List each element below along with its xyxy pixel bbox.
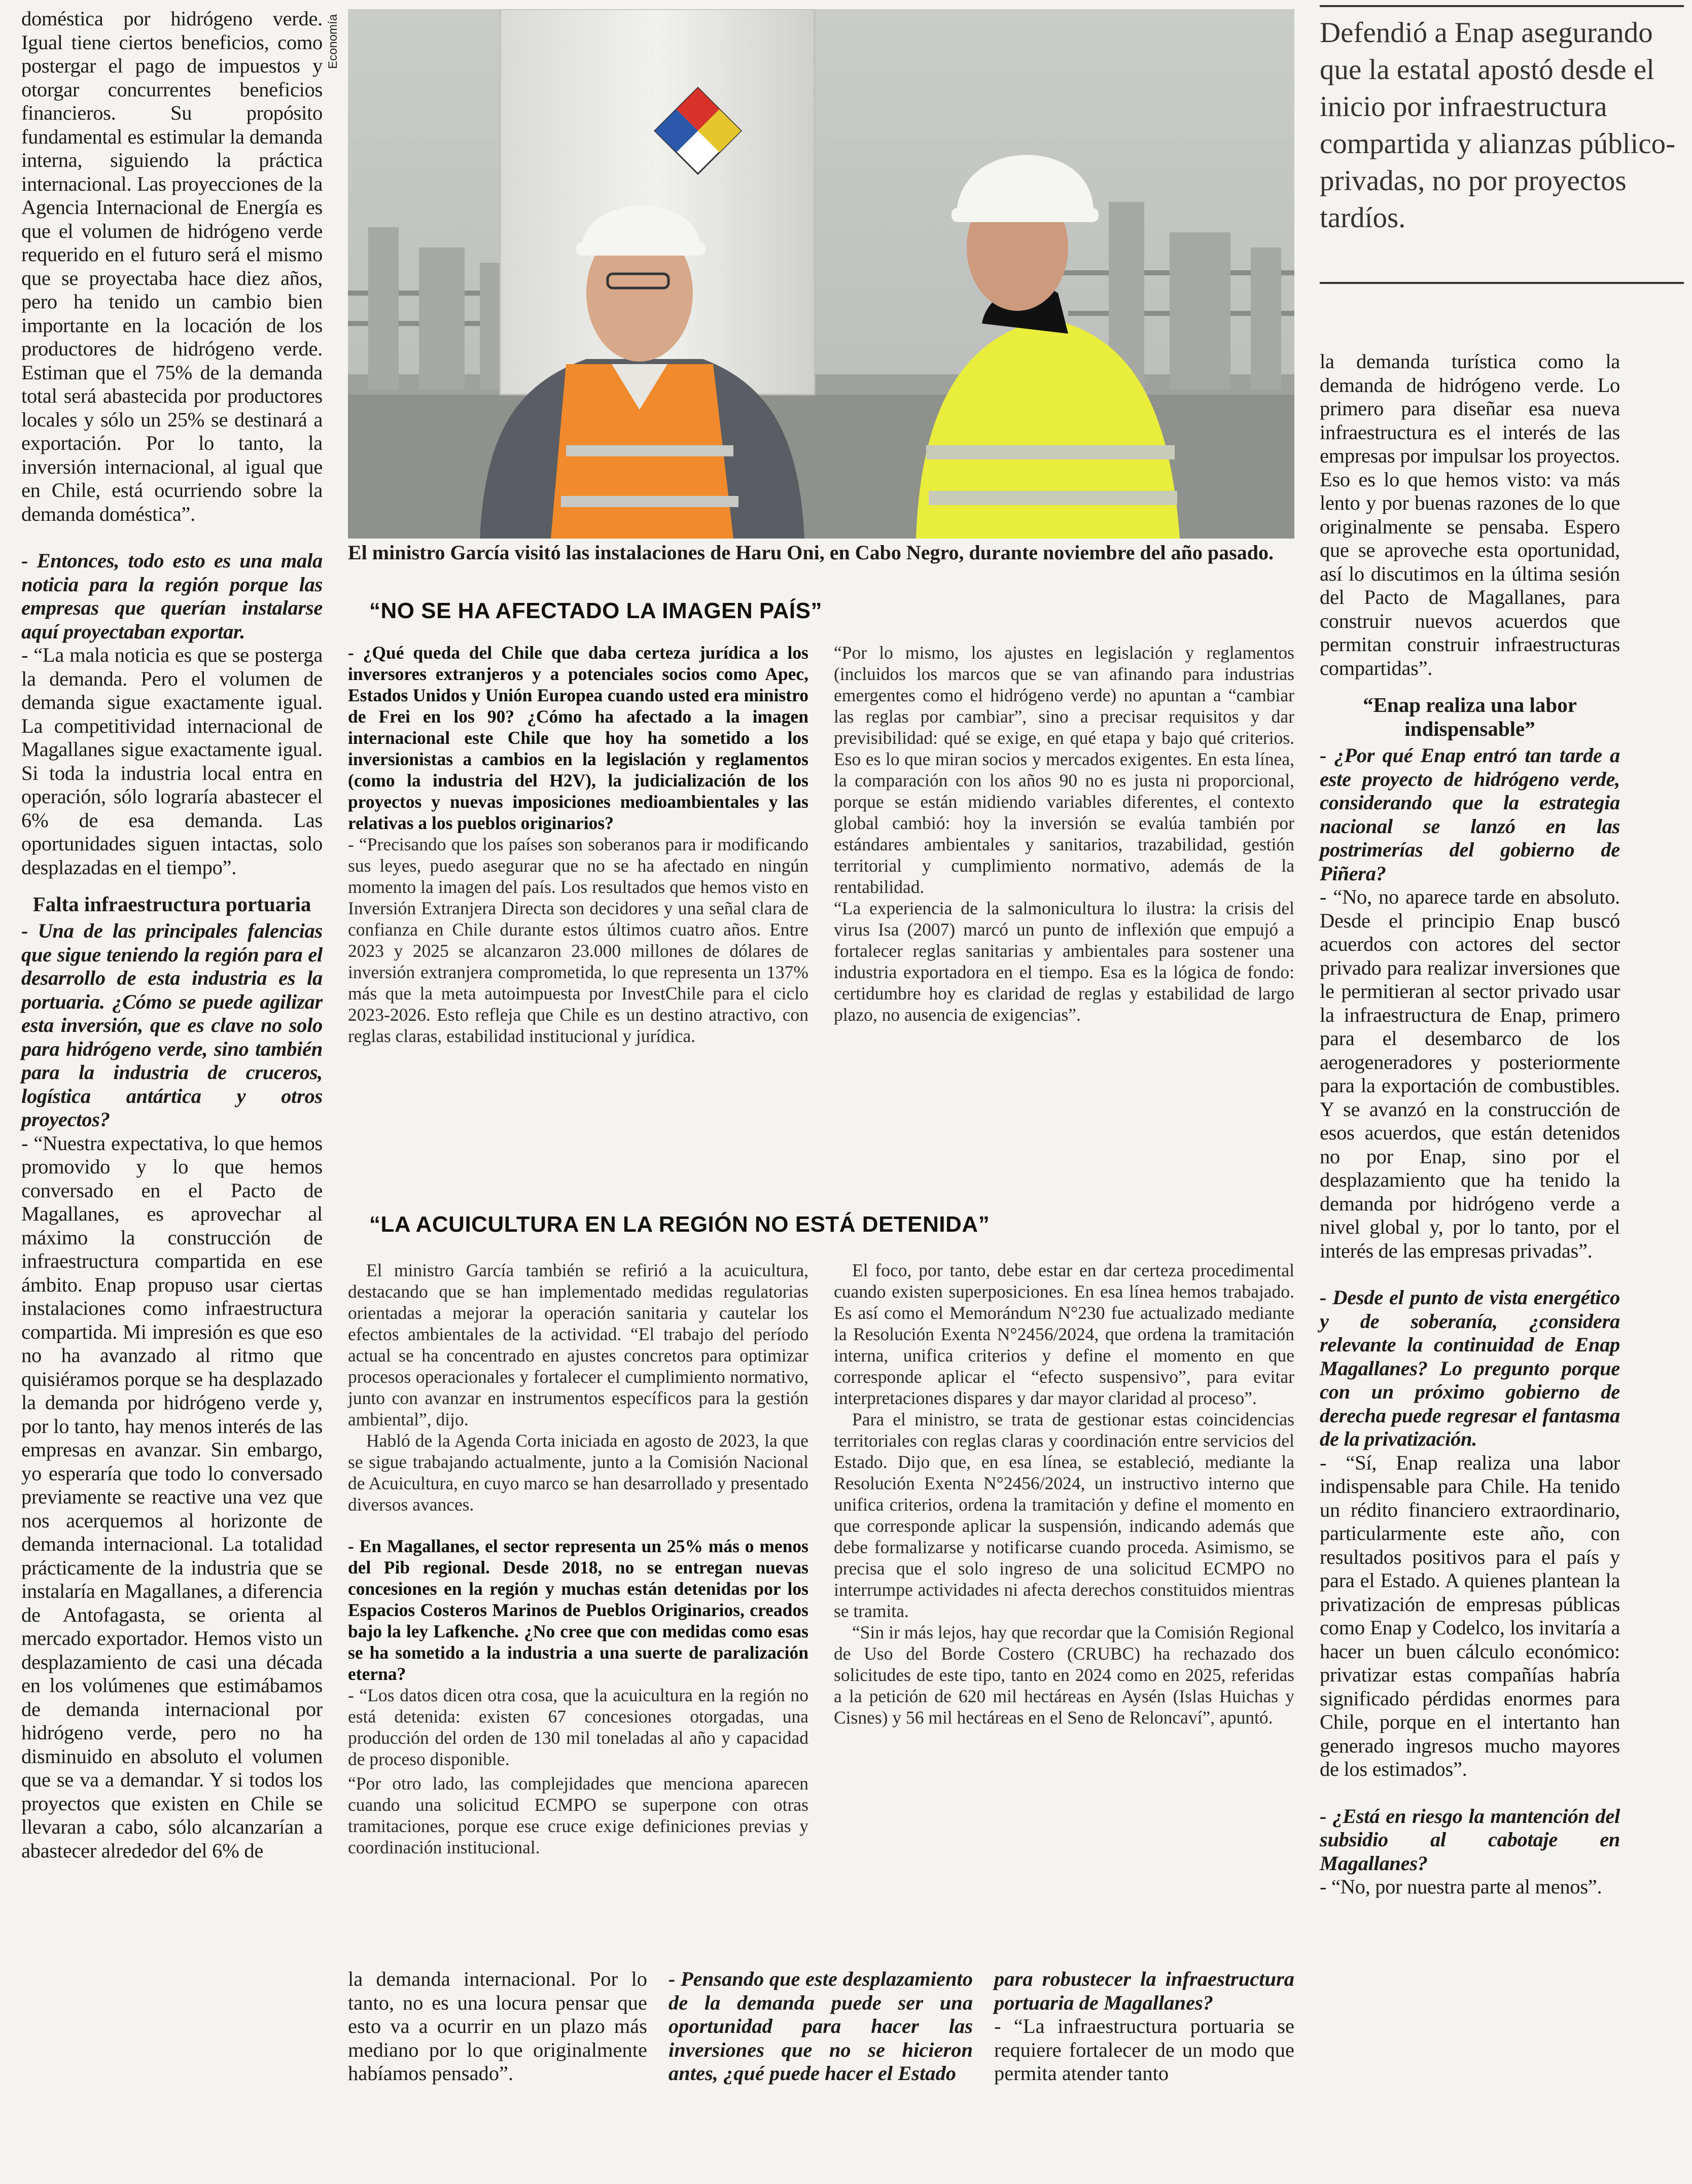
photo-illustration [348, 9, 1294, 539]
bottom-answer: - “La infraestructura portuaria se requiere fortalecer de un modo que permita atender tanto [994, 2015, 1294, 2085]
bottom-column-1 [348, 1967, 647, 2086]
left-question-1: - Entonces, todo esto es una mala noticia para la región porque las empresas que querían instalarse aquí proyectaban exportar. [21, 549, 323, 643]
right-paragraph-1: la demanda turística como la demanda de hidrógeno verde. Lo primero para diseñar esa nueva infraestructura es el interés de las empresas por impulsar los proyectos. Eso es lo que hemos visto: va más lento y por buenas razones de lo que originalmente se pensaba. Espero que se aproveche esta oportunidad, así lo discutimos en la última sesión del Pacto de Magallanes, para construir nuevos acuerdos que permitan construir infraestructuras compartidas”. [1320, 350, 1620, 679]
right-question-1: - ¿Por qué Enap entró tan tarde a este proyecto de hidrógeno verde, considerando que la estrategia nacional se lanzó en las postrimerías del gobierno de Piñera? [1320, 744, 1620, 885]
section-tag-text: Economía [326, 14, 340, 69]
right-answer-3: - “No, por nuestra parte al menos”. [1320, 1875, 1602, 1898]
right-question-3: - ¿Está en riesgo la mantención del subsidio al cabotaje en Magallanes? [1320, 1804, 1620, 1875]
mid2-paragraph-1: El ministro García también se refirió a la acuicultura, destacando que se han implementado medidas regulatorias orientadas a mejorar la operación sanitaria y cautelar los efectos ambientales de la actividad. “El trabajo del período actual se ha concentrado en ajustes concretos para optimizar procesos operacionales y fortalecer el cumplimiento normativo, junto con avanzar en instrumentos específicos para la gestión ambiental”, dijo. [348, 1260, 808, 1429]
bottom-question-end: para robustecer la infraestructura portuaria de Magallanes? [994, 1967, 1294, 2014]
bottom-question: - Pensando que este desplazamiento de la demanda puede ser una oportunidad para hacer las inversiones que no se hicieron antes, ¿qué puede hacer el Estado [668, 1967, 973, 2085]
mid2-question: - En Magallanes, el sector representa un 25% más o menos del Pib regional. Desde 2018, no se entregan nuevas concesiones en la región y muchas están detenidas por los Espacios Costeros Marinos de Pueblos Originarios, creados bajo la ley Lafkenche. ¿No cree que con medidas como esas se ha sometido a la industria a una suerte de paralización eterna? [348, 1536, 808, 1684]
right-subheading: “Enap realiza una labor indispensable” [1363, 693, 1577, 740]
article-photo [348, 9, 1294, 539]
mid1-column-a [348, 642, 808, 1047]
photo-caption: El ministro García visitó las instalaciones de Haru Oni, en Cabo Negro, durante noviembre del año pasado. [348, 541, 1274, 564]
pull-quote: Defendió a Enap asegurando que la estatal apostó desde el inicio por infraestructura compartida y alianzas público-privadas, no por proyectos tardíos. [1320, 5, 1684, 236]
mid2-column-a [348, 1260, 808, 1858]
left-subheading: Falta infraestructura portuaria [32, 892, 311, 916]
section-tag [326, 9, 341, 70]
right-question-2: - Desde el punto de vista energético y de soberanía, ¿considera relevante la continuidad de Enap Magallanes? Lo pregunto porque con un próximo gobierno de derecha puede regresar el fantasma de la privatización. [1320, 1286, 1620, 1450]
mid2-answer-3: El foco, por tanto, debe estar en dar certeza procedimental cuando existen superposiciones. En esa línea hemos trabajado. Es así como el Memorándum N°230 fue actualizado mediante la Resolución Exenta N°2456/2024, que ordena la tramitación interna, unifica criterios y define el momento en que corresponde aplicar el “efecto suspensivo”, para evitar interpretaciones dispares y dar mayor claridad al proceso”. [834, 1260, 1294, 1408]
right-answer-2: - “Sí, Enap realiza una labor indispensable para Chile. Ha tenido un rédito financiero extraordinario, particularmente este año, con resultados positivos para el país y para el Estado. A quienes plantean la privatización de empresas públicas como Enap y Codelco, los invitaría a hacer un buen cálculo económico: privatizar estas compañías habría significado pérdidas enormes para Chile, porque en el intertanto han generado ingresos mucho mayores de los estimados”. [1320, 1451, 1620, 1780]
left-paragraph-1: doméstica por hidrógeno verde. Igual tiene ciertos beneficios, como postergar el pago de impuestos y otorgar concurrentes beneficios financieros. Su propósito fundamental es estimular la demanda interna, siguiendo la práctica internacional. Las proyecciones de la Agencia Internacional de Energía es que el volumen de hidrógeno verde requerido en el futuro será el mismo que se proyectaba hace diez años, pero ha tenido un cambio bien importante en la locación de los productores de hidrógeno verde. Estiman que el 75% de la demanda total será abastecida por productores locales y sólo un 25% se destinará a exportación. Por lo tanto, la inversión internacional, al igual que en Chile, está ocurriendo sobre la demanda doméstica”. [21, 7, 323, 525]
section-tag-svg [326, 9, 341, 70]
bottom-column-2 [668, 1967, 973, 2086]
mid1-answer-2: “Por lo mismo, los ajustes en legislación y reglamentos (incluidos los marcos que se van afinando para industrias emergentes como el hidrógeno verde) no apuntan a “cambiar las reglas por cambiar”, sino a precisar requisitos y dar previsibilidad: qué se exige, en qué etapa y bajo qué criterios. Eso es lo que miran socios y mercados exigentes. En esta línea, la comparación con los años 90 no es justa ni proporcional, porque se están midiendo variables diferentes, el contexto global cambió: hoy la inversión se evalúa también por estándares ambientales y sanitarios, trazabilidad, gestión territorial y cumplimiento normativo, además de la rentabilidad. [834, 642, 1294, 897]
mid1-question: - ¿Qué queda del Chile que daba certeza jurídica a los inversores extranjeros y a potenciales socios como Apec, Estados Unidos y Unión Europea cuando usted era ministro de Frei en los 90? ¿Cómo ha afectado a la imagen internacional este Chile que hoy ha sometido a los inversionistas a cambios en la legislación y reglamentos (como la industria del H2V), la judicialización de los proyectos y nuevas imposiciones medioambientales y las relativas a los pueblos originarios? [348, 642, 808, 833]
right-column [1320, 350, 1620, 1899]
mid2-answer-1: - “Los datos dicen otra cosa, que la acuicultura en la región no está detenida: existen 67 concesiones otorgadas, una producción del orden de 130 mil toneladas al año y capacidad de proceso disponible. [348, 1685, 808, 1769]
heading-acuicultura: “LA ACUICULTURA EN LA REGIÓN NO ESTÁ DETENIDA” [369, 1212, 990, 1237]
right-answer-1: - “No, no aparece tarde en absoluto. Desde el principio Enap buscó acuerdos con actores del sector privado para realizar inversiones que le permitieran al sector privado usar la infraestructura de Enap, primero para el desembarco de los aerogeneradores y posteriormente para la exportación de combustibles. Y se avanzó en la construcción de esos acuerdos, que están detenidos no por Enap, sino por el desplazamiento que ha tenido la demanda por hidrógeno verde a nivel global y, por lo tanto, por el interés de las empresas privadas”. [1320, 885, 1620, 1262]
mid2-answer-2: “Por otro lado, las complejidades que menciona aparecen cuando una solicitud ECMPO se superpone con otras tramitaciones, porque ese cruce exige definiciones previas y coordinación institucional. [348, 1773, 808, 1857]
bottom-paragraph-1: la demanda internacional. Por lo tanto, no es una locura pensar que esto va a ocurrir en un plazo más mediano por lo que originalmente habíamos pensado”. [348, 1967, 647, 2085]
left-answer-1: - “La mala noticia es que se posterga la demanda. Pero el volumen de demanda sigue exactamente igual. La competitividad internacional de Magallanes sigue exactamente igual. Si toda la industria local entra en operación, sólo lograría abastecer el 6% de esa demanda. Las oportunidades siguen intactas, solo desplazadas en el tiempo”. [21, 643, 323, 879]
bottom-column-3 [994, 1967, 1294, 2086]
mid1-column-b [834, 642, 1294, 1025]
mid2-answer-5: “Sin ir más lejos, hay que recordar que la Comisión Regional de Uso del Borde Costero (CRUBC) ha rechazado dos solicitudes de este tipo, tanto en 2024 como en 2025, referidas a la petición de 620 mil hectáreas en Aysén (Islas Huichas y Cisnes) y 56 mil hectáreas en el Seno de Reloncaví”, apuntó. [834, 1622, 1294, 1728]
left-question-2: - Una de las principales falencias que sigue teniendo la región para el desarrollo de esta industria es la portuaria. ¿Cómo se puede agilizar esta inversión, que es clave no solo para hidrógeno verde, sino también para la industria de cruceros, logística antártica y otros proyectos? [21, 919, 323, 1131]
pull-quote-rule [1320, 282, 1684, 284]
mid1-answer-1: - “Precisando que los países son soberanos para ir modificando sus leyes, puedo asegurar que no se ha afectado en ningún momento la imagen del país. Los resultados que hemos visto en Inversión Extranjera Directa son decidores y una señal clara de confianza en Chile durante estos últimos cuatro años. Entre 2023 y 2025 se alcanzaron 23.000 millones de dólares de inversión extranjera comprometida, lo que representa un 137% más que la meta autoimpuesta por InvestChile para el ciclo 2023-2026. Esto refleja que Chile es un destino atractivo, con reglas claras, estabilidad institucional y jurídica. [348, 834, 808, 1046]
left-answer-2: - “Nuestra expectativa, lo que hemos promovido y lo que hemos conversado en el Pacto de Magallanes, es aprovechar al máximo la construcción de infraestructura compartida en ese ámbito. Enap propuso usar ciertas instalaciones como infraestructura compartida. Mi impresión es que eso no ha avanzado al ritmo que quisiéramos porque se ha desplazado la demanda por hidrógeno verde y, por lo tanto, hay menos interés de las empresas en avanzar. Sin embargo, yo esperaría que todo lo conversado previamente se reactive una vez que nos acerquemos al horizonte de demanda internacional. La totalidad prácticamente de la industria que se instalaría en Magallanes, a diferencia de Antofagasta, se orienta al mercado exportador. Hemos visto un desplazamiento de casi una década en los volúmenes que estimábamos de demanda internacional por hidrógeno verde, pero no ha disminuido en absoluto el volumen que se va a demandar. Y si todos los proyectos que existen en Chile se llevaran a cabo, sólo alcanzarían a abastecer alrededor del 6% de [21, 1131, 323, 1862]
heading-imagen-pais: “NO SE HA AFECTADO LA IMAGEN PAÍS” [369, 598, 822, 623]
left-column [21, 7, 323, 1863]
mid2-column-b [834, 1260, 1294, 1728]
mid2-paragraph-2: Habló de la Agenda Corta iniciada en agosto de 2023, la que se sigue trabajando actualmente, junto a la Comisión Nacional de Acuicultura, en cuyo marco se han desarrollado y presentado diversos avances. [348, 1430, 808, 1515]
mid2-answer-4: Para el ministro, se trata de gestionar estas coincidencias territoriales con reglas claras y coordinación entre servicios del Estado. Dijo que, en esa línea, se estableció, mediante la Resolución Exenta N°2456/2024, un instructivo interno que unifica criterios, ordena la tramitación y define el momento en que corresponde aplicar la suspensión, indicando además que debe formalizarse y notificarse cuando proceda. Asimismo, se precisa que el solo ingreso de una solicitud ECMPO no interrumpe actividades ni afecta derechos constituidos mientras se tramita. [834, 1409, 1294, 1621]
mid1-answer-3: “La experiencia de la salmonicultura lo ilustra: la crisis del virus Isa (2007) marcó un punto de inflexión que empujó a fortalecer reglas sanitarias y ambientales para sostener una industria exportadora en el tiempo. Esa es la lógica de fondo: certidumbre hoy es claridad de reglas y estabilidad de largo plazo, no ausencia de exigencias”. [834, 898, 1294, 1025]
